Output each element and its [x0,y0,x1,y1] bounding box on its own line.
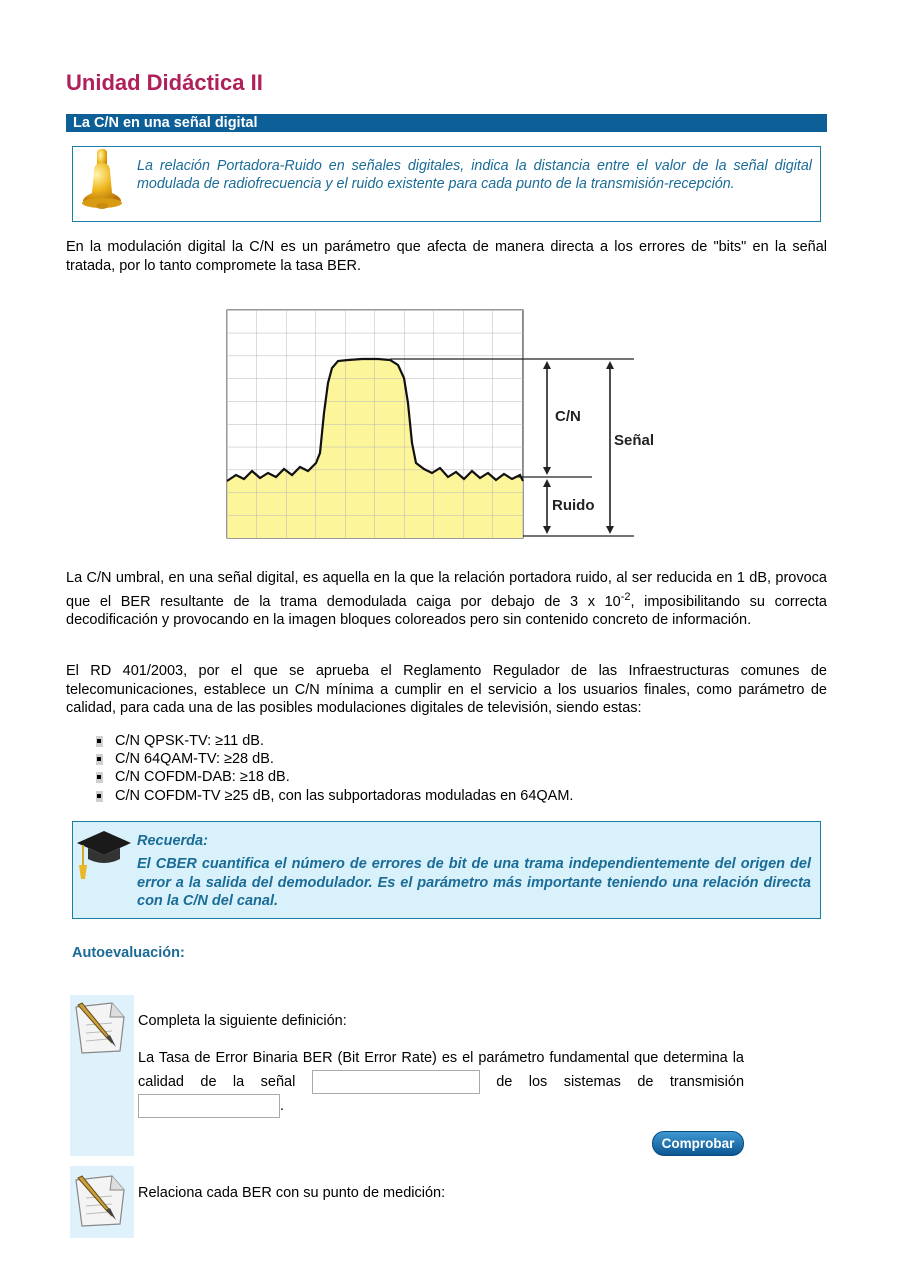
exercise-1-question: Completa la siguiente definición: [138,1013,347,1029]
recuerda-title: Recuerda: [137,833,208,849]
paragraph-2 [66,569,827,629]
spectrum-figure [222,303,655,543]
autoevaluacion-heading: Autoevaluación: [72,945,185,961]
paragraph-2-before: La C/N umbral, en una señal digital, es aquella en la que la relación portadora ruido, al ser reducida en 1 dB, provoca que el BER resultante de la trama demodulada caiga por debajo de 3 x 10 [66,570,827,610]
pen-paper-icon [72,1172,130,1228]
paragraph-1: En la modulación digital la C/N es un parámetro que afecta de manera directa a los errores de "bits" en la señal tratada, por lo tanto compromete la tasa BER. [66,239,827,274]
page-title: Unidad Didáctica II [66,70,263,95]
paragraph-3: El RD 401/2003, por el que se aprueba el Reglamento Regulador de las Infraestructuras comunes de telecomunicaciones, establece un C/N mínima a cumplir en el servicio a los usuarios finales, como parámetro de calidad, para cada una de las posibles modulaciones digitales de televisión, siendo estas: [66,663,827,716]
exercise-2-strip [70,1166,134,1238]
exercise-1-strip [70,995,134,1156]
signal-label: Señal [614,432,655,449]
comprobar-button[interactable]: Comprobar [652,1131,744,1156]
signal-quality-input[interactable] [312,1070,480,1094]
cn-requirements-list [96,732,573,805]
intro-note-box [72,146,821,222]
pen-paper-icon [72,999,130,1055]
section-title-bar: La C/N en una señal digital [66,114,827,132]
list-item: C/N 64QAM-TV: ≥28 dB. [96,750,573,768]
list-item: C/N COFDM-DAB: ≥18 dB. [96,768,573,786]
paragraph-2-exponent: -2 [620,590,631,603]
list-item: C/N COFDM-TV ≥25 dB, con las subportadoras moduladas en 64QAM. [96,787,573,805]
recuerda-box [72,821,821,919]
transmission-input[interactable] [138,1094,280,1118]
exercise-1-body: La Tasa de Error Binaria BER (Bit Error Rate) es el parámetro fundamental que determina la calidad de la señal de los sistemas de transmisión . [138,1046,744,1118]
exercise-2-question: Relaciona cada BER con su punto de medición: [138,1185,446,1201]
paragraph-2-after: , imposibilitando su correcta decodificación y provocando en la imagen bloques coloreados pero sin contenido concreto de información. [66,593,827,628]
noise-label: Ruido [552,497,595,514]
recuerda-text: El CBER cuantifica el número de errores de bit de una trama independientemente del origen del error a la salida del demodulador. Es el parámetro más importante teniendo una relación directa con la C/N del canal. [137,856,811,909]
cn-label: C/N [555,408,581,425]
list-item: C/N QPSK-TV: ≥11 dB. [96,732,573,750]
intro-note-text: La relación Portadora-Ruido en señales digitales, indica la distancia entre el valor de la señal digital modulada de radiofrecuencia y el ruido existente para cada punto de la transmisión-recepción. [137,158,812,192]
bell-icon [81,149,123,211]
graduation-cap-icon [76,829,132,885]
